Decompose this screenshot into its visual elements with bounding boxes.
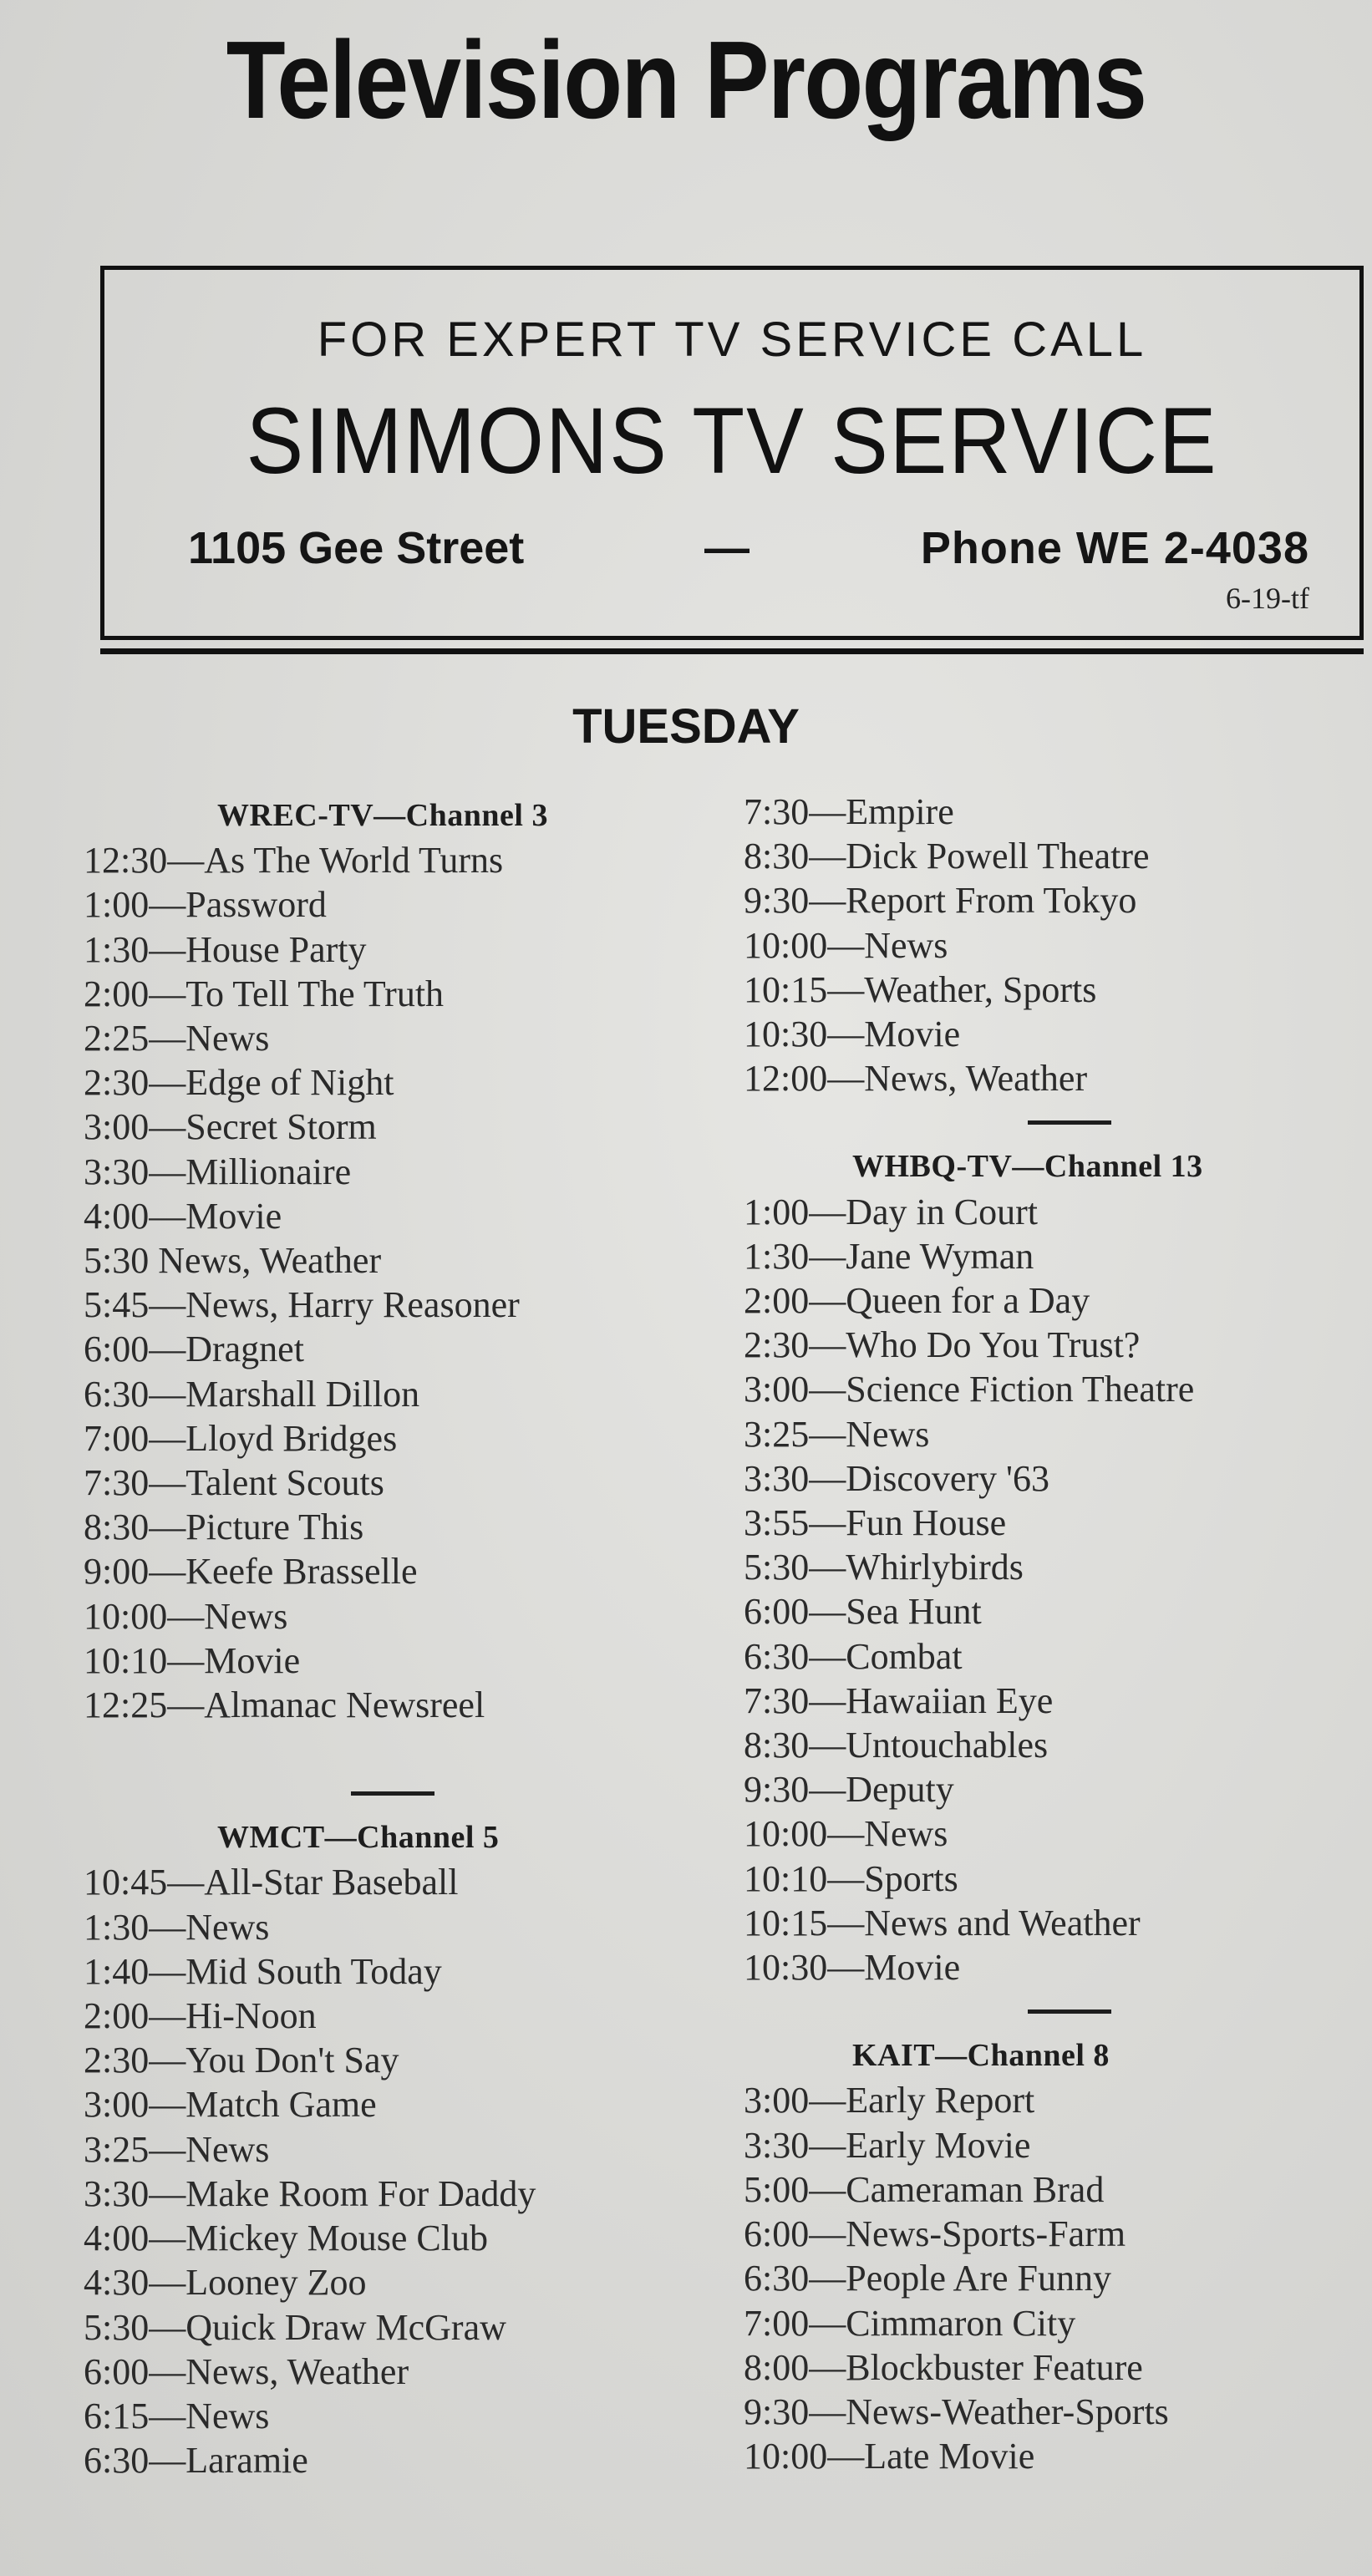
spacer xyxy=(84,1727,719,1771)
program-listing: 10:30—Movie xyxy=(744,1014,961,1055)
program-listing: 4:00—Mickey Mouse Club xyxy=(84,2218,488,2259)
wmct-program-list xyxy=(84,1860,719,2482)
program-listing: 6:30—Combat xyxy=(744,1635,963,1677)
program-listing: 9:00—Keefe Brasselle xyxy=(84,1551,418,1593)
program-listing: 10:00—News xyxy=(84,1595,288,1637)
program-listing: 3:30—Early Movie xyxy=(744,2124,1031,2166)
page-title: Television Programs xyxy=(226,18,1146,141)
wrec-program-list xyxy=(84,838,719,1727)
advertisement-box xyxy=(100,266,1364,640)
program-listing: 7:00—Cimmaron City xyxy=(744,2302,1076,2344)
program-listing: 12:30—As The World Turns xyxy=(84,840,504,882)
program-listing: 10:00—Late Movie xyxy=(744,2436,1035,2477)
station-heading-kait: KAIT—Channel 8 xyxy=(852,2038,1110,2074)
program-listing: 12:25—Almanac Newsreel xyxy=(84,1684,485,1726)
program-listing: 3:55—Fun House xyxy=(744,1502,1007,1544)
program-listing: 3:00—Science Fiction Theatre xyxy=(744,1369,1195,1410)
whbq-program-list xyxy=(744,1190,1362,1990)
program-listing: 2:30—Edge of Night xyxy=(84,1062,394,1104)
left-column xyxy=(84,794,719,2482)
program-listing: 6:00—Dragnet xyxy=(84,1329,304,1370)
program-listing: 6:00—News-Sports-Farm xyxy=(744,2213,1126,2255)
separator xyxy=(744,1989,1362,2034)
station-heading-whbq: WHBQ-TV—Channel 13 xyxy=(852,1149,1203,1185)
ad-code: 6-19-tf xyxy=(1226,582,1309,615)
program-listing: 3:25—News xyxy=(84,2128,270,2170)
program-listing: 10:10—Sports xyxy=(744,1857,958,1899)
program-listing: 6:30—Marshall Dillon xyxy=(84,1373,420,1415)
program-listing: 4:30—Looney Zoo xyxy=(84,2262,367,2304)
program-listing: 10:45—All-Star Baseball xyxy=(84,1862,459,1903)
program-listing: 6:00—News, Weather xyxy=(84,2350,409,2392)
program-listing: 2:30—Who Do You Trust? xyxy=(744,1324,1141,1366)
separator-bar xyxy=(351,1791,434,1796)
program-listing: 2:25—News xyxy=(84,1018,270,1059)
program-listing: 7:00—Lloyd Bridges xyxy=(84,1417,398,1459)
program-listing: 1:00—Password xyxy=(84,884,327,926)
ad-dash: — xyxy=(704,523,750,573)
program-listing: 1:30—News xyxy=(84,1906,270,1948)
ad-bottom-rule xyxy=(100,648,1364,654)
program-listing: 9:30—News-Weather-Sports xyxy=(744,2391,1169,2432)
separator xyxy=(84,1771,719,1816)
program-listing: 3:00—Secret Storm xyxy=(84,1106,377,1148)
program-listing: 3:00—Early Report xyxy=(744,2080,1035,2121)
program-listing: 6:30—People Are Funny xyxy=(744,2258,1111,2299)
program-listing: 8:00—Blockbuster Feature xyxy=(744,2346,1143,2388)
program-listing: 10:10—Movie xyxy=(84,1639,301,1681)
ad-business-name: SIMMONS TV SERVICE xyxy=(246,389,1218,493)
program-listing: 5:30—Quick Draw McGraw xyxy=(84,2306,506,2348)
program-listing: 2:00—To Tell The Truth xyxy=(84,973,445,1014)
program-listing: 3:00—Match Game xyxy=(84,2084,377,2126)
program-listing: 2:00—Queen for a Day xyxy=(744,1280,1090,1322)
program-listing: 8:30—Dick Powell Theatre xyxy=(744,836,1150,877)
program-listing: 3:25—News xyxy=(744,1413,930,1455)
program-listing: 7:30—Hawaiian Eye xyxy=(744,1679,1054,1721)
station-heading-wrec: WREC-TV—Channel 3 xyxy=(217,798,548,833)
program-listing: 6:15—News xyxy=(84,2395,270,2436)
program-listing: 9:30—Report From Tokyo xyxy=(744,880,1137,922)
program-listing: 6:00—Sea Hunt xyxy=(744,1591,982,1633)
kait-program-list xyxy=(744,2078,1362,2478)
program-listing: 12:00—News, Weather xyxy=(744,1058,1088,1100)
day-heading: TUESDAY xyxy=(572,699,800,754)
station-heading-wmct: WMCT—Channel 5 xyxy=(217,1820,500,1856)
separator xyxy=(744,1100,1362,1145)
program-listing: 1:30—Jane Wyman xyxy=(744,1235,1034,1277)
program-listing: 10:00—News xyxy=(744,1813,948,1855)
program-listing: 3:30—Discovery '63 xyxy=(744,1457,1049,1499)
program-listing: 4:00—Movie xyxy=(84,1195,282,1237)
right-column xyxy=(744,790,1362,2478)
program-listing: 6:30—Laramie xyxy=(84,2440,308,2482)
ad-tagline: FOR EXPERT TV SERVICE CALL xyxy=(317,312,1147,367)
program-listing: 10:15—News and Weather xyxy=(744,1902,1141,1943)
program-listing: 10:30—Movie xyxy=(744,1947,961,1989)
separator-bar xyxy=(1028,1120,1111,1125)
program-listing: 7:30—Empire xyxy=(744,791,954,832)
program-listing: 1:30—House Party xyxy=(84,928,367,970)
program-listing: 3:30—Millionaire xyxy=(84,1151,352,1192)
ad-phone: Phone WE 2-4038 xyxy=(920,523,1309,573)
program-listing: 8:30—Picture This xyxy=(84,1506,364,1548)
program-listing: 5:00—Cameraman Brad xyxy=(744,2168,1105,2210)
program-listing: 10:00—News xyxy=(744,924,948,966)
program-listing: 2:00—Hi-Noon xyxy=(84,1995,317,2037)
wrec-continued-list xyxy=(744,790,1362,1100)
separator-bar xyxy=(1028,2009,1111,2014)
program-listing: 7:30—Talent Scouts xyxy=(84,1462,384,1504)
program-listing: 9:30—Deputy xyxy=(744,1769,954,1811)
ad-address: 1105 Gee Street xyxy=(188,523,525,573)
program-listing: 2:30—You Don't Say xyxy=(84,2040,399,2081)
program-listing: 3:30—Make Room For Daddy xyxy=(84,2172,536,2214)
program-listing: 5:45—News, Harry Reasoner xyxy=(84,1284,520,1326)
program-listing: 1:40—Mid South Today xyxy=(84,1950,442,1992)
program-listing: 1:00—Day in Court xyxy=(744,1191,1038,1232)
program-listing: 5:30 News, Weather xyxy=(84,1240,382,1282)
program-listing: 8:30—Untouchables xyxy=(744,1725,1049,1766)
program-listing: 5:30—Whirlybirds xyxy=(744,1547,1024,1588)
program-listing: 10:15—Weather, Sports xyxy=(744,968,1097,1010)
